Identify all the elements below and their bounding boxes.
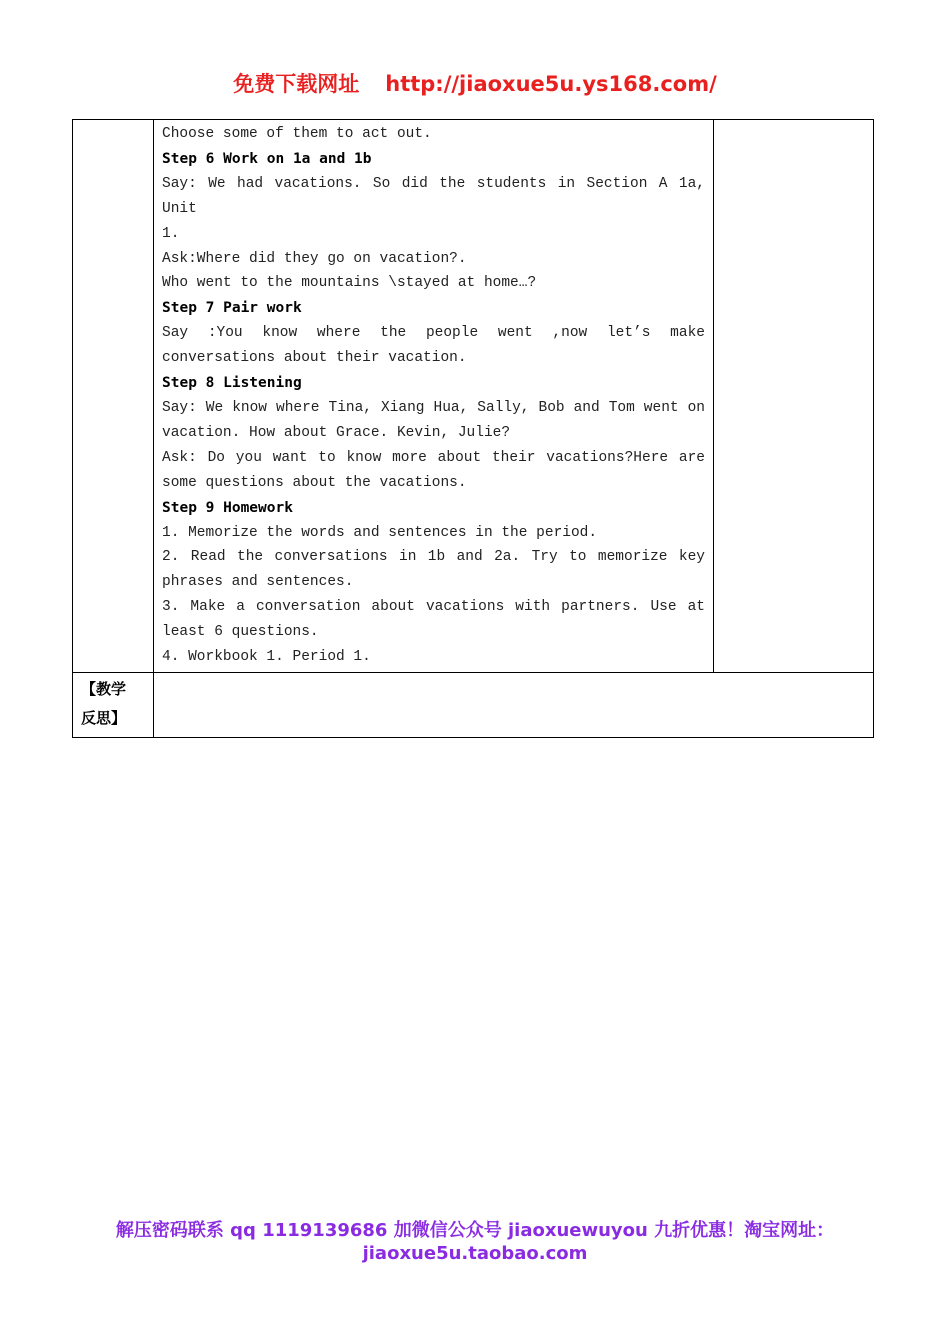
step-text-line: phrases and sentences. — [162, 574, 354, 591]
step-heading: Step 8 Listening — [162, 375, 302, 392]
step-text-line: least 6 questions. — [162, 624, 319, 641]
reflection-label-cell — [73, 672, 154, 737]
step-heading: Step 9 Homework — [162, 499, 293, 516]
step-text-line: Say: We had vacations. So did the students in Section A 1a, Unit — [162, 175, 705, 217]
step-text-line: conversations about their vacation. — [162, 350, 467, 367]
step-text-line: Ask: Do you want to know more about their vacations?Here are — [162, 449, 705, 466]
reflection-row — [73, 672, 874, 737]
reflection-content-cell — [154, 672, 874, 737]
step-text-line: 2. Read the conversations in 1b and 2a. Try to memorize key — [162, 549, 705, 566]
step-text-line: Say :You know where the people went ,now let’s make — [162, 325, 705, 342]
step-text-line: 1. Memorize the words and sentences in the period. — [162, 524, 598, 541]
footer-line-2[interactable]: jiaoxue5u.taobao.com — [362, 1243, 588, 1264]
notes-cell — [714, 120, 874, 673]
header-url[interactable]: http://jiaoxue5u.ys168.com/ — [385, 72, 717, 96]
steps-content — [154, 120, 713, 672]
step-text-line: vacation. How about Grace. Kevin, Julie? — [162, 424, 511, 441]
step-text-line: 1. — [162, 225, 180, 242]
step-text-line: Say: We know where Tina, Xiang Hua, Sally, Bob and Tom went on — [162, 399, 705, 416]
step-text-line: 3. Make a conversation about vacations with partners. Use at — [162, 599, 705, 616]
reflection-label — [73, 673, 153, 737]
steps-row — [73, 120, 874, 673]
step-text-line: some questions about the vacations. — [162, 474, 467, 491]
header-label: 免费下载网址 — [233, 72, 360, 96]
reflection-label-line2: 反思】 — [81, 708, 127, 727]
row-label-cell — [73, 120, 154, 673]
page-header — [0, 68, 950, 98]
step-heading: Step 7 Pair work — [162, 300, 302, 317]
lesson-table — [72, 119, 874, 738]
step-text-line: 4. Workbook 1. Period 1. — [162, 649, 371, 666]
step-text-line: Ask:Where did they go on vacation?. — [162, 250, 467, 267]
step-text-line: Who went to the mountains \stayed at home…? — [162, 275, 537, 292]
steps-content-cell — [154, 120, 714, 673]
step-text-line: Choose some of them to act out. — [162, 126, 432, 142]
reflection-label-line1: 【教学 — [81, 679, 127, 698]
footer-line-1: 解压密码联系 qq 1119139686 加微信公众号 jiaoxuewuyou 九折优惠！淘宝网址： — [115, 1220, 835, 1241]
step-heading: Step 6 Work on 1a and 1b — [162, 150, 372, 167]
